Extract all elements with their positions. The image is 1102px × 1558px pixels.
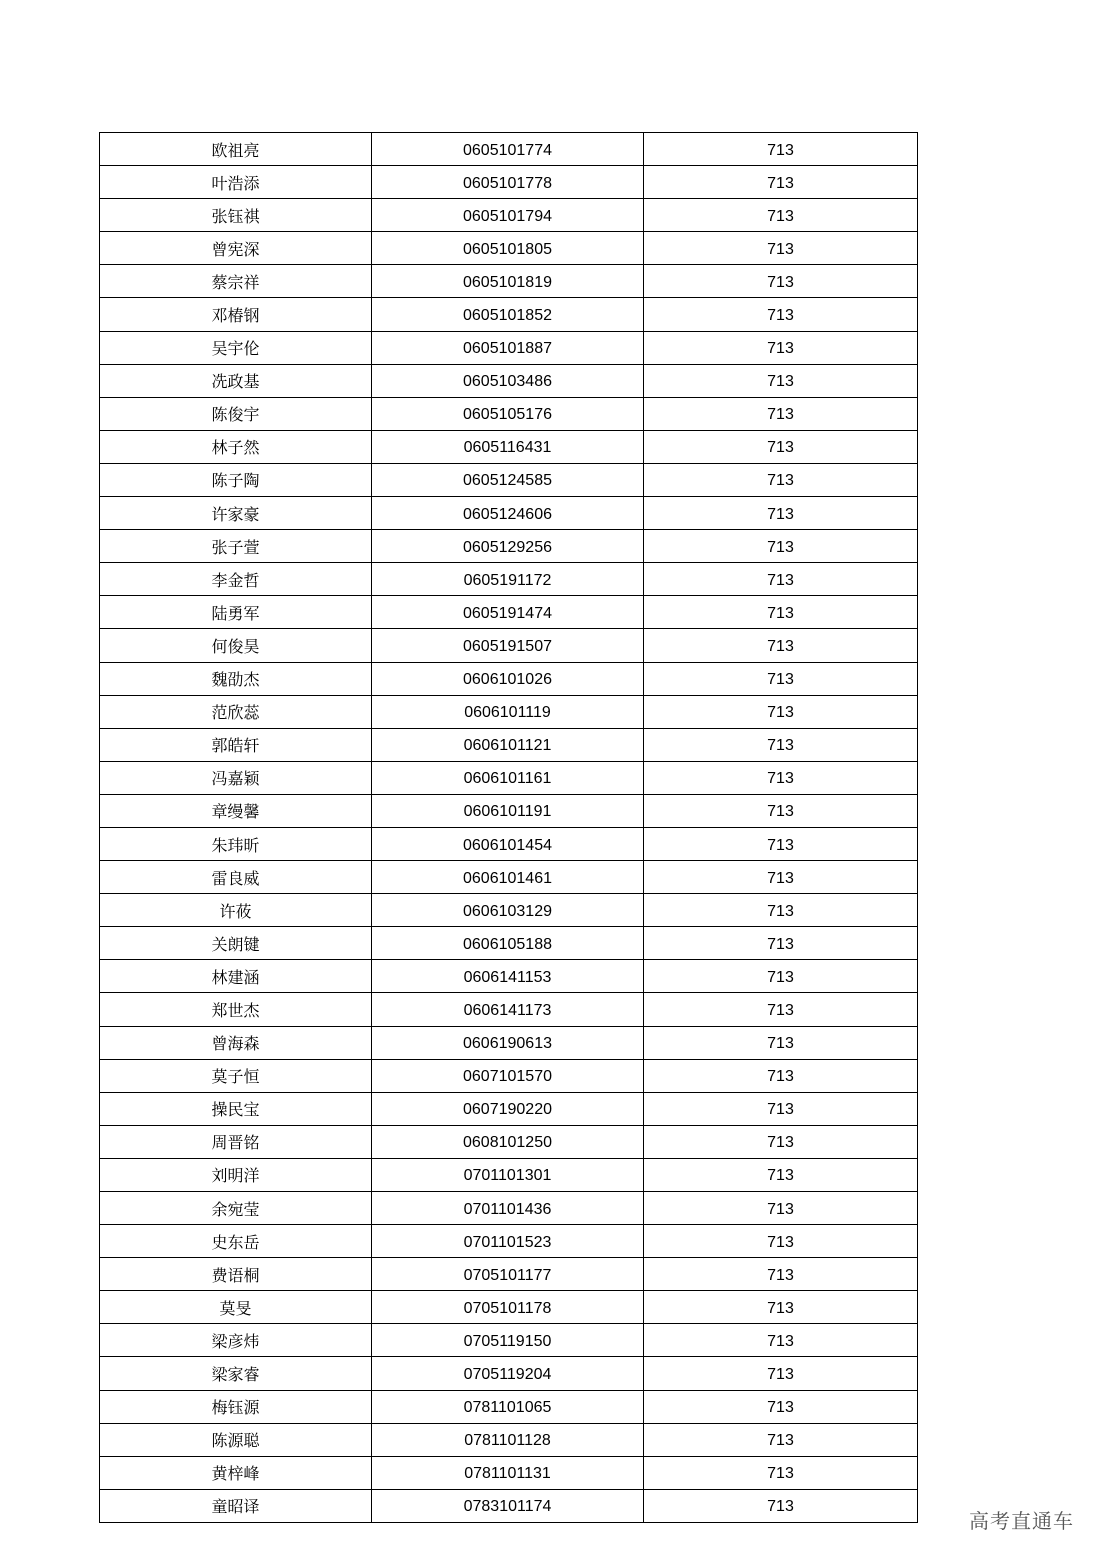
exam-id-cell: 0705101178	[372, 1291, 644, 1324]
table-row	[100, 1423, 918, 1456]
exam-id-cell: 0606141173	[372, 993, 644, 1026]
table-row	[100, 497, 918, 530]
score-cell: 713	[644, 1059, 918, 1092]
score-cell: 713	[644, 497, 918, 530]
score-table	[99, 132, 918, 1523]
score-cell: 713	[644, 1324, 918, 1357]
score-cell: 713	[644, 596, 918, 629]
table-row	[100, 629, 918, 662]
score-cell: 713	[644, 331, 918, 364]
name-cell: 黄梓峰	[100, 1456, 372, 1489]
name-cell: 章缦馨	[100, 794, 372, 827]
table-row	[100, 1291, 918, 1324]
score-cell: 713	[644, 894, 918, 927]
table-row	[100, 1390, 918, 1423]
table-row	[100, 331, 918, 364]
score-cell: 713	[644, 1390, 918, 1423]
table-row	[100, 695, 918, 728]
score-cell: 713	[644, 430, 918, 463]
score-cell: 713	[644, 1489, 918, 1522]
exam-id-cell: 0781101065	[372, 1390, 644, 1423]
table-row	[100, 1158, 918, 1191]
exam-id-cell: 0607101570	[372, 1059, 644, 1092]
name-cell: 操民宝	[100, 1092, 372, 1125]
exam-id-cell: 0605105176	[372, 397, 644, 430]
name-cell: 曾宪深	[100, 232, 372, 265]
name-cell: 魏劭杰	[100, 662, 372, 695]
score-cell: 713	[644, 629, 918, 662]
name-cell: 许莜	[100, 894, 372, 927]
score-cell: 713	[644, 199, 918, 232]
score-cell: 713	[644, 695, 918, 728]
exam-id-cell: 0701101436	[372, 1192, 644, 1225]
table-row	[100, 1324, 918, 1357]
table-row	[100, 265, 918, 298]
exam-id-cell: 0605124606	[372, 497, 644, 530]
score-cell: 713	[644, 265, 918, 298]
name-cell: 林建涵	[100, 960, 372, 993]
score-table-body	[100, 133, 918, 1523]
table-row	[100, 1357, 918, 1390]
score-cell: 713	[644, 1423, 918, 1456]
name-cell: 梁家睿	[100, 1357, 372, 1390]
exam-id-cell: 0607190220	[372, 1092, 644, 1125]
name-cell: 张钰祺	[100, 199, 372, 232]
table-row	[100, 761, 918, 794]
table-row	[100, 927, 918, 960]
score-cell: 713	[644, 1357, 918, 1390]
name-cell: 雷良威	[100, 861, 372, 894]
exam-id-cell: 0783101174	[372, 1489, 644, 1522]
score-cell: 713	[644, 794, 918, 827]
exam-id-cell: 0605101805	[372, 232, 644, 265]
exam-id-cell: 0606101121	[372, 728, 644, 761]
exam-id-cell: 0701101301	[372, 1158, 644, 1191]
name-cell: 叶浩添	[100, 166, 372, 199]
name-cell: 关朗键	[100, 927, 372, 960]
name-cell: 曾海森	[100, 1026, 372, 1059]
name-cell: 冯嘉颖	[100, 761, 372, 794]
exam-id-cell: 0705119150	[372, 1324, 644, 1357]
exam-id-cell: 0606101119	[372, 695, 644, 728]
name-cell: 史东岳	[100, 1225, 372, 1258]
score-cell: 713	[644, 133, 918, 166]
table-row	[100, 1258, 918, 1291]
table-row	[100, 827, 918, 860]
exam-id-cell: 0605191172	[372, 563, 644, 596]
name-cell: 林子然	[100, 430, 372, 463]
table-row	[100, 728, 918, 761]
score-cell: 713	[644, 993, 918, 1026]
table-row	[100, 199, 918, 232]
score-cell: 713	[644, 662, 918, 695]
name-cell: 陆勇军	[100, 596, 372, 629]
name-cell: 费语桐	[100, 1258, 372, 1291]
name-cell: 郭皓轩	[100, 728, 372, 761]
exam-id-cell: 0605101794	[372, 199, 644, 232]
score-cell: 713	[644, 1158, 918, 1191]
score-cell: 713	[644, 1192, 918, 1225]
score-cell: 713	[644, 232, 918, 265]
table-row	[100, 1489, 918, 1522]
name-cell: 冼政基	[100, 364, 372, 397]
table-row	[100, 1059, 918, 1092]
name-cell: 蔡宗祥	[100, 265, 372, 298]
name-cell: 朱玮昕	[100, 827, 372, 860]
table-row	[100, 1225, 918, 1258]
score-cell: 713	[644, 761, 918, 794]
exam-id-cell: 0605116431	[372, 430, 644, 463]
name-cell: 梅钰源	[100, 1390, 372, 1423]
score-cell: 713	[644, 1225, 918, 1258]
score-cell: 713	[644, 463, 918, 496]
score-cell: 713	[644, 1258, 918, 1291]
exam-id-cell: 0701101523	[372, 1225, 644, 1258]
table-row	[100, 430, 918, 463]
score-cell: 713	[644, 1456, 918, 1489]
exam-id-cell: 0605101887	[372, 331, 644, 364]
exam-id-cell: 0605101774	[372, 133, 644, 166]
score-cell: 713	[644, 530, 918, 563]
table-row	[100, 993, 918, 1026]
table-row	[100, 1092, 918, 1125]
exam-id-cell: 0605101819	[372, 265, 644, 298]
score-cell: 713	[644, 827, 918, 860]
exam-id-cell: 0781101131	[372, 1456, 644, 1489]
table-row	[100, 364, 918, 397]
score-cell: 713	[644, 1026, 918, 1059]
exam-id-cell: 0606101191	[372, 794, 644, 827]
exam-id-cell: 0605191507	[372, 629, 644, 662]
watermark-text: 高考直通车	[969, 1509, 1074, 1533]
exam-id-cell: 0705119204	[372, 1357, 644, 1390]
table-row	[100, 133, 918, 166]
table-row	[100, 662, 918, 695]
table-row	[100, 166, 918, 199]
table-row	[100, 894, 918, 927]
name-cell: 余宛莹	[100, 1192, 372, 1225]
exam-id-cell: 0605129256	[372, 530, 644, 563]
table-row	[100, 232, 918, 265]
score-cell: 713	[644, 1291, 918, 1324]
exam-id-cell: 0606105188	[372, 927, 644, 960]
table-row	[100, 1456, 918, 1489]
name-cell: 陈子陶	[100, 463, 372, 496]
table-row	[100, 298, 918, 331]
exam-id-cell: 0605124585	[372, 463, 644, 496]
score-cell: 713	[644, 166, 918, 199]
name-cell: 郑世杰	[100, 993, 372, 1026]
table-row	[100, 596, 918, 629]
table-row	[100, 563, 918, 596]
score-cell: 713	[644, 397, 918, 430]
name-cell: 何俊昊	[100, 629, 372, 662]
name-cell: 许家豪	[100, 497, 372, 530]
table-row	[100, 530, 918, 563]
exam-id-cell: 0606101026	[372, 662, 644, 695]
score-cell: 713	[644, 364, 918, 397]
score-cell: 713	[644, 1125, 918, 1158]
exam-id-cell: 0608101250	[372, 1125, 644, 1158]
score-cell: 713	[644, 927, 918, 960]
name-cell: 莫旻	[100, 1291, 372, 1324]
table-row	[100, 1026, 918, 1059]
exam-id-cell: 0605101852	[372, 298, 644, 331]
name-cell: 李金哲	[100, 563, 372, 596]
name-cell: 吴宇伦	[100, 331, 372, 364]
exam-id-cell: 0606190613	[372, 1026, 644, 1059]
table-row	[100, 794, 918, 827]
exam-id-cell: 0605103486	[372, 364, 644, 397]
score-cell: 713	[644, 563, 918, 596]
table-row	[100, 1125, 918, 1158]
name-cell: 陈俊宇	[100, 397, 372, 430]
exam-id-cell: 0705101177	[372, 1258, 644, 1291]
name-cell: 刘明洋	[100, 1158, 372, 1191]
exam-id-cell: 0606141153	[372, 960, 644, 993]
table-row	[100, 1192, 918, 1225]
score-cell: 713	[644, 298, 918, 331]
name-cell: 张子萱	[100, 530, 372, 563]
name-cell: 邓椿钢	[100, 298, 372, 331]
name-cell: 周晋铭	[100, 1125, 372, 1158]
table-row	[100, 861, 918, 894]
name-cell: 童昭译	[100, 1489, 372, 1522]
exam-id-cell: 0781101128	[372, 1423, 644, 1456]
table-row	[100, 463, 918, 496]
name-cell: 范欣蕊	[100, 695, 372, 728]
exam-id-cell: 0606101161	[372, 761, 644, 794]
name-cell: 梁彦炜	[100, 1324, 372, 1357]
score-cell: 713	[644, 861, 918, 894]
exam-id-cell: 0606101461	[372, 861, 644, 894]
table-row	[100, 397, 918, 430]
name-cell: 陈源聪	[100, 1423, 372, 1456]
score-cell: 713	[644, 960, 918, 993]
exam-id-cell: 0606101454	[372, 827, 644, 860]
exam-id-cell: 0605101778	[372, 166, 644, 199]
exam-id-cell: 0605191474	[372, 596, 644, 629]
exam-id-cell: 0606103129	[372, 894, 644, 927]
table-row	[100, 960, 918, 993]
score-cell: 713	[644, 1092, 918, 1125]
name-cell: 欧祖亮	[100, 133, 372, 166]
score-cell: 713	[644, 728, 918, 761]
name-cell: 莫子恒	[100, 1059, 372, 1092]
